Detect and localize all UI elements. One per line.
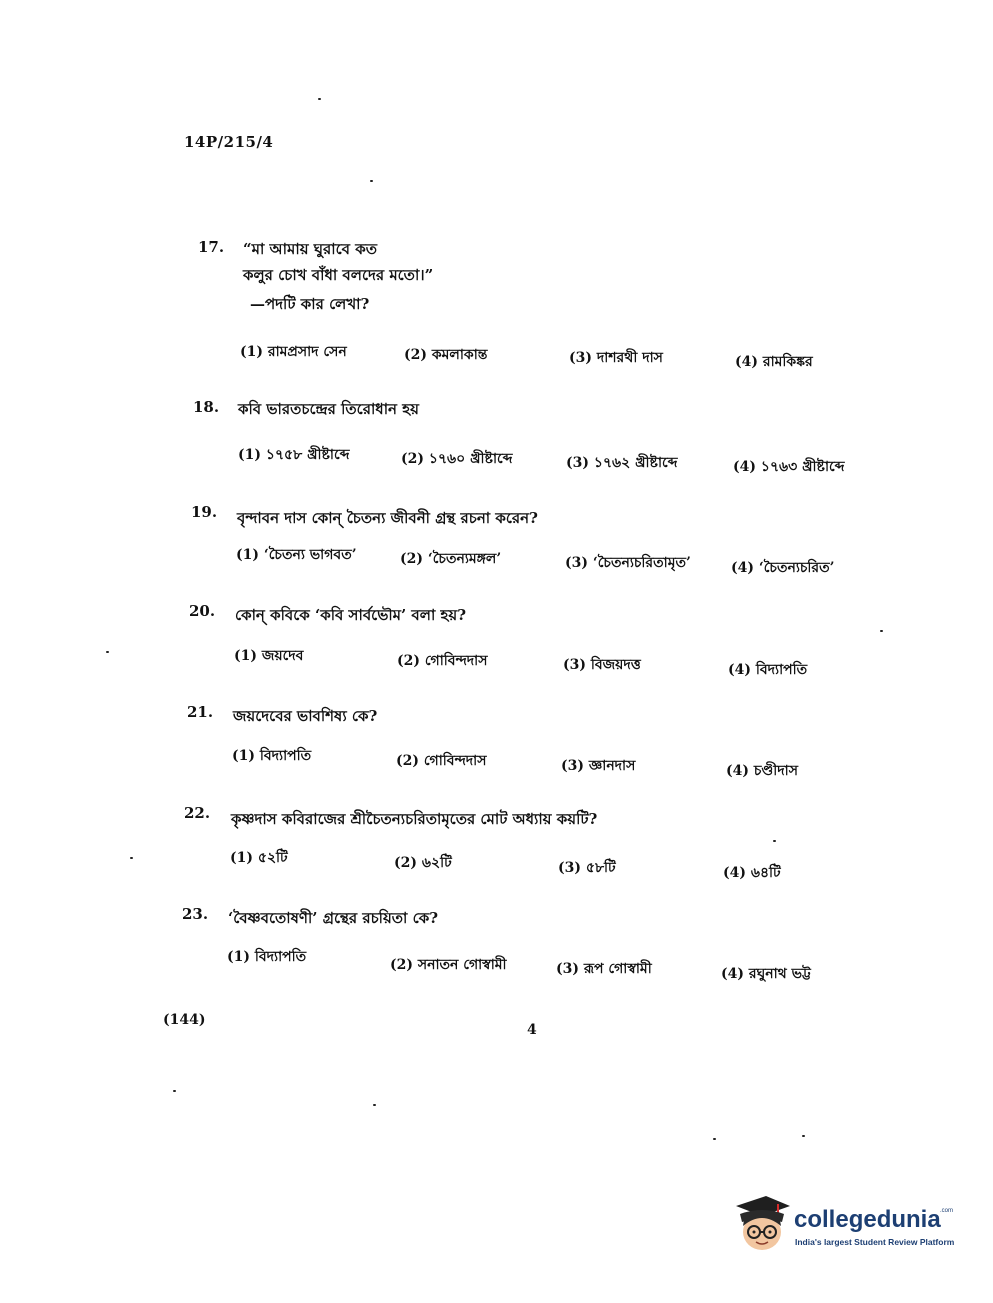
- question-20-option-1: (1) জয়দেব: [234, 648, 304, 664]
- question-19-number: 19.: [191, 503, 218, 521]
- question-18-option-3: (3) ১৭৬২ খ্রীষ্টাব্দে: [566, 455, 678, 471]
- scan-speck: [130, 857, 133, 859]
- question-23-number: 23.: [182, 905, 209, 923]
- question-18-option-2: (2) ১৭৬০ খ্রীষ্টাব্দে: [401, 451, 513, 467]
- question-23-option-3: (3) রূপ গোস্বামী: [556, 961, 652, 977]
- scan-speck: [318, 98, 321, 100]
- question-22-option-1: (1) ৫২টি: [230, 850, 288, 866]
- brand-tagline: India's largest Student Review Platform: [795, 1237, 955, 1247]
- question-17-line-1: “মা আমায় ঘুরাবে কত: [243, 240, 377, 258]
- scan-speck: [370, 180, 373, 182]
- scan-speck: [880, 630, 883, 632]
- question-22-option-3: (3) ৫৮টি: [558, 860, 616, 876]
- brand-name: collegedunia: [794, 1206, 941, 1233]
- question-17-line-2: কলুর চোখ বাঁধা বলদের মতো।”: [243, 266, 434, 284]
- question-18-option-1: (1) ১৭৫৮ খ্রীষ্টাব্দে: [238, 447, 350, 463]
- question-19-text: বৃন্দাবন দাস কোন্ চৈতন্য জীবনী গ্রন্থ রচনা করেন?: [237, 509, 538, 527]
- collegedunia-watermark: [732, 1192, 962, 1258]
- question-19-option-3: (3) ‘চৈতন্যচরিতামৃত’: [565, 555, 691, 571]
- question-21-text: জয়দেবের ভাবশিষ্য কে?: [233, 707, 378, 725]
- question-18-option-4: (4) ১৭৬৩ খ্রীষ্টাব্দে: [733, 459, 845, 475]
- scan-speck: [173, 1090, 176, 1092]
- question-21-option-4: (4) চণ্ডীদাস: [726, 763, 798, 779]
- question-21-number: 21.: [187, 703, 214, 721]
- question-20-option-2: (2) গোবিন্দদাস: [397, 653, 488, 669]
- question-17-option-1: (1) রামপ্রসাদ সেন: [240, 344, 347, 360]
- question-19-option-4: (4) ‘চৈতন্যচরিত’: [731, 560, 835, 576]
- paper-code: 14P/215/4: [184, 133, 274, 151]
- scan-speck: [106, 651, 109, 653]
- question-19-option-1: (1) ‘চৈতন্য ভাগবত’: [236, 547, 357, 563]
- page-number: 4: [527, 1022, 537, 1038]
- question-21-option-3: (3) জ্ঞানদাস: [561, 758, 636, 774]
- scan-speck: [773, 840, 776, 842]
- question-23-option-1: (1) বিদ্যাপতি: [227, 949, 307, 965]
- question-23-option-2: (2) সনাতন গোস্বামী: [390, 957, 507, 973]
- question-20-number: 20.: [189, 602, 216, 620]
- question-19-option-2: (2) ‘চৈতন্যমঙ্গল’: [400, 551, 502, 567]
- question-18-text: কবি ভারতচন্দ্রের তিরোধান হয়: [238, 400, 419, 418]
- question-21-option-1: (1) বিদ্যাপতি: [232, 748, 312, 764]
- question-20-text: কোন্ কবিকে ‘কবি সার্বভৌম’ বলা হয়?: [235, 606, 467, 624]
- question-17-option-2: (2) কমলাকান্ত: [404, 347, 488, 363]
- question-22-text: কৃষ্ণদাস কবিরাজের শ্রীচৈতন্যচরিতামৃতের মোট অধ্যায় কয়টি?: [231, 810, 598, 828]
- brand-com: .com: [940, 1208, 954, 1214]
- footer-code: (144): [163, 1012, 206, 1028]
- scan-speck: [802, 1135, 805, 1137]
- question-18-number: 18.: [193, 398, 220, 416]
- question-22-option-4: (4) ৬৪টি: [723, 865, 781, 881]
- question-17-line-3: —পদটি কার লেখা?: [250, 295, 370, 313]
- scan-speck: [373, 1104, 376, 1106]
- question-17-option-4: (4) রামকিঙ্কর: [735, 354, 813, 370]
- question-23-option-4: (4) রঘুনাথ ভট্ট: [721, 966, 811, 982]
- question-20-option-4: (4) বিদ্যাপতি: [728, 662, 808, 678]
- question-22-number: 22.: [184, 804, 211, 822]
- question-17-option-3: (3) দাশরথী দাস: [569, 350, 663, 366]
- mascot-logo-icon: [732, 1192, 792, 1258]
- scan-speck: [713, 1138, 716, 1140]
- question-23-text: ‘বৈষ্ণবতোষণী’ গ্রন্থের রচয়িতা কে?: [228, 909, 438, 927]
- question-22-option-2: (2) ৬২টি: [394, 855, 452, 871]
- question-20-option-3: (3) বিজয়দত্ত: [563, 657, 641, 673]
- question-21-option-2: (2) গোবিন্দদাস: [396, 753, 487, 769]
- question-17-number: 17.: [198, 238, 225, 256]
